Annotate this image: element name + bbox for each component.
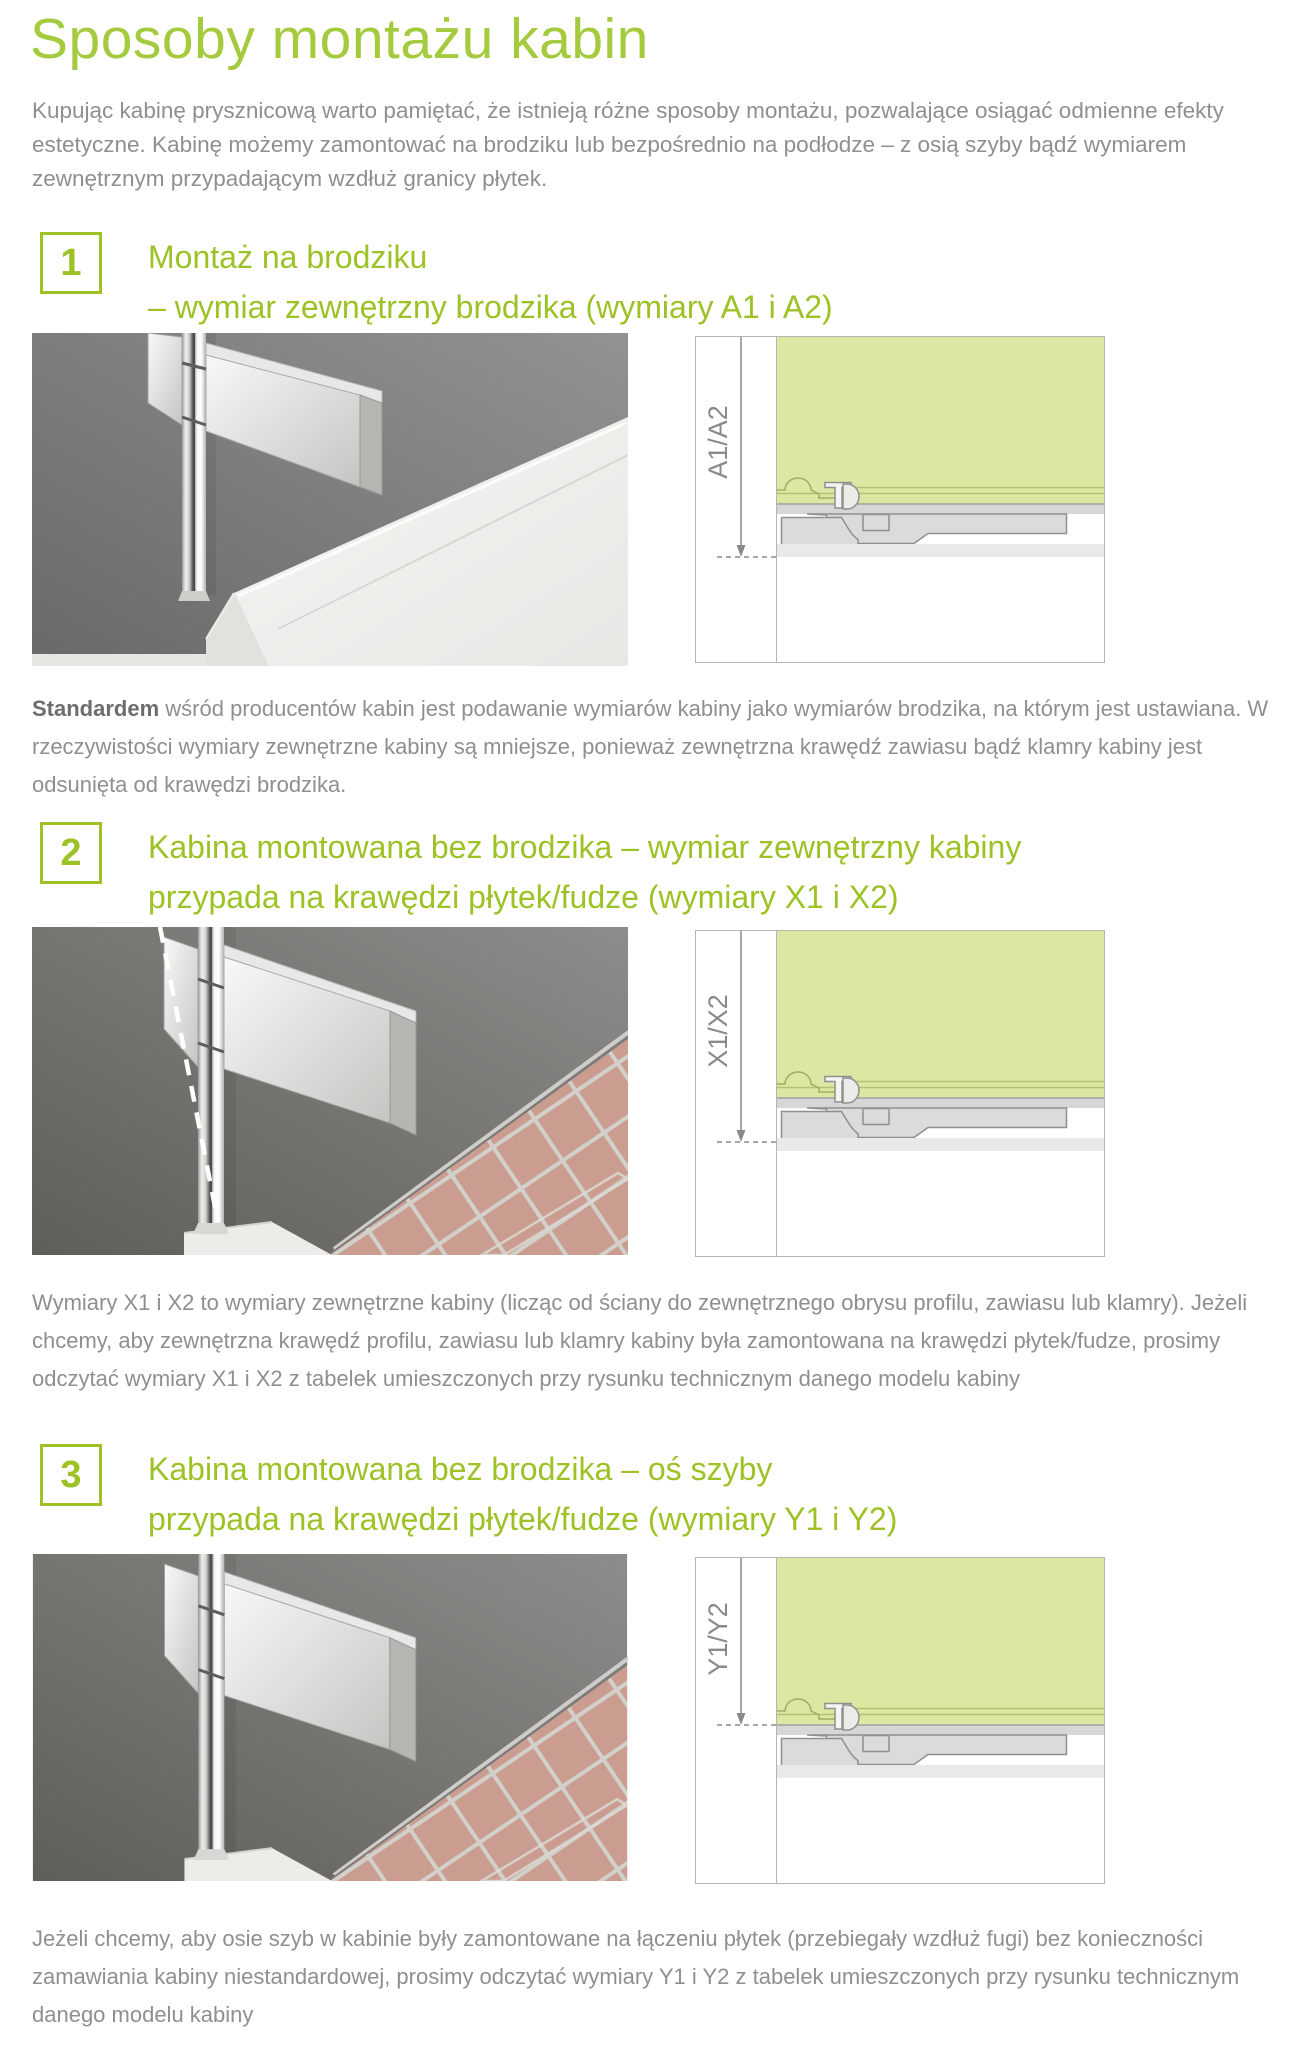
floor-strip — [32, 654, 232, 666]
heading-line-2: przypada na krawędzi płytek/fudze (wymiary Y1 i Y2) — [148, 1501, 898, 1537]
note-text: Wymiary X1 i X2 to wymiary zewnętrzne kabiny (licząc od ściany do zewnętrznego obrysu profilu, zawiasu lub klamry). Jeżeli chcemy, aby zewnętrzna krawędź profilu, zawiasu lub klamry kabiny była zamontowana na krawędzi płytek/fudze, prosimy odczytać wymiary X1 i X2 z tabelek umieszczonych przy rysunku technicznym danego modelu kabiny — [32, 1290, 1248, 1391]
section-1-header — [40, 232, 833, 332]
section-3-figures — [32, 1554, 1105, 1884]
heading-line-1: Kabina montowana bez brodzika – oś szyby — [148, 1451, 773, 1487]
section-2-note — [32, 1284, 1272, 1398]
photo-hinge-on-shower-tray — [32, 333, 628, 666]
section-1-figures — [32, 333, 1105, 666]
section-2-number-badge — [40, 822, 102, 884]
note-text: wśród producentów kabin jest podawanie wymiarów kabiny jako wymiarów brodzika, na którym jest ustawiana. W rzeczywistości wymiary zewnętrzne kabiny są mniejsze, ponieważ zewnętrzna krawędź zawiasu bądź klamry kabiny jest odsunięta od krawędzi brodzika. — [32, 696, 1269, 797]
section-2-figures — [32, 927, 1105, 1257]
hinge-on-tiled-floor — [33, 1554, 628, 1881]
heading-line-1: Kabina montowana bez brodzika – wymiar zewnętrzny kabiny — [148, 829, 1022, 865]
section-number: 1 — [60, 241, 82, 284]
heading-line-1: Montaż na brodziku — [148, 239, 428, 275]
section-number: 2 — [60, 831, 82, 874]
intro-paragraph: Kupując kabinę prysznicową warto pamiętać, że istnieją różne sposoby montażu, pozwalające osiągać odmienne efekty estetyczne. Kabinę możemy zamontować na brodziku lub bezpośrednio na podłodze – z osią szyby bądź wymiarem zewnętrznym przypadającym wzdłuż granicy płytek. — [32, 98, 1224, 191]
cabin-cross-section — [777, 337, 1104, 557]
hinge-on-tiled-floor — [32, 927, 628, 1255]
section-3-heading — [148, 1444, 897, 1544]
dimension-label: Y1/Y2 — [703, 1602, 733, 1676]
section-1-heading — [148, 232, 833, 332]
diagram-x1-x2 — [695, 930, 1105, 1257]
cabin-cross-section — [777, 931, 1104, 1151]
section-2-heading — [148, 822, 1021, 922]
section-1-number-badge — [40, 232, 102, 294]
note-text: Jeżeli chcemy, aby osie szyb w kabinie były zamontowane na łączeniu płytek (przebiegały wzdłuż fugi) bez konieczności zamawiania kabiny niestandardowej, prosimy odczytać wymiary Y1 i Y2 z tabelek umieszczonych przy rysunku technicznym danego modelu kabiny — [32, 1926, 1240, 2027]
diagram-a1-a2 — [695, 336, 1105, 663]
section-3-note — [32, 1920, 1272, 2034]
dimension-label: X1/X2 — [703, 994, 733, 1068]
photo-hinge-on-tiles — [32, 1554, 628, 1881]
diagram-y1-y2 — [695, 1557, 1105, 1884]
heading-line-2: przypada na krawędzi płytek/fudze (wymiary X1 i X2) — [148, 879, 899, 915]
section-number: 3 — [60, 1453, 82, 1496]
cabin-cross-section — [777, 1558, 1104, 1778]
section-3-header — [40, 1444, 897, 1544]
dimension-label: A1/A2 — [703, 405, 733, 479]
photo-hinge-on-tiles-with-dashed-edge — [32, 927, 628, 1255]
page-title: Sposoby montażu kabin — [30, 7, 649, 71]
section-3-number-badge — [40, 1444, 102, 1506]
heading-line-2: – wymiar zewnętrzny brodzika (wymiary A1 i A2) — [148, 289, 833, 325]
section-2-header — [40, 822, 1021, 922]
section-1-note — [32, 690, 1272, 804]
note-lead-word: Standardem — [32, 696, 160, 721]
